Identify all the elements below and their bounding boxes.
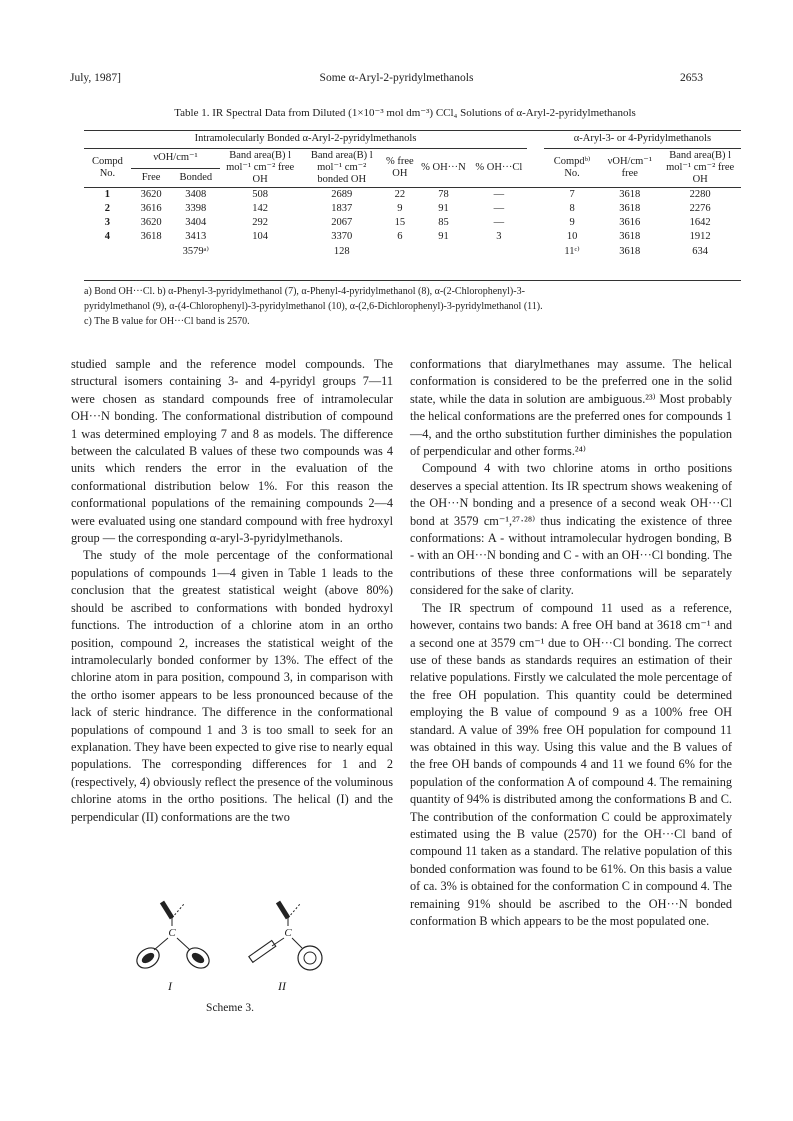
col-pct-oh-cl: % OH···Cl [475, 162, 523, 174]
table-cell-pn: 91 [438, 203, 449, 215]
left-text-column [71, 356, 393, 826]
table-cell-rb: 2276 [689, 203, 711, 215]
table-cell-bonded: 3413 [185, 231, 207, 243]
table-cell-pcl: — [493, 217, 505, 229]
running-header-title: Some α-Aryl-2-pyridylmethanols [319, 72, 474, 84]
carbon-label: C [284, 927, 292, 939]
table-cell-bfree: 104 [252, 231, 268, 243]
table-gap [527, 202, 544, 216]
carbon-label: C [168, 927, 176, 939]
table-row [84, 245, 741, 259]
table-cell-free: 3620 [131, 188, 172, 203]
col-bonded: Bonded [179, 171, 213, 183]
conformer-I [133, 902, 213, 972]
table-cell-pn: 91 [438, 231, 449, 243]
table-cell-pfree: 22 [383, 188, 416, 203]
scheme-caption: Scheme 3. [206, 1002, 254, 1014]
table-cell-free [131, 245, 172, 259]
table-cell-rno: 9 [569, 217, 575, 229]
table-cell-pfree: 15 [394, 217, 406, 229]
col-voh: νOH/cm⁻¹ [131, 149, 220, 169]
table-cell-no [84, 245, 131, 259]
table-cell-pn: 78 [416, 188, 470, 203]
table-cell-bonded: 3404 [185, 217, 207, 229]
table-cell-free: 3620 [140, 217, 162, 229]
table-cell-rno: 8 [569, 203, 575, 215]
table-cell-pfree: 9 [397, 203, 403, 215]
scheme-3-structures [120, 878, 340, 1018]
label-II: II [278, 979, 286, 993]
table-cell-pcl: — [493, 203, 505, 215]
table-cell-no: 4 [104, 231, 111, 243]
table-cell-pn [416, 245, 470, 259]
table-row [84, 188, 741, 203]
group-header-right: α-Aryl-3- or 4-Pyridylmethanols [544, 132, 741, 149]
table-cell-no: 2 [104, 203, 111, 215]
table-top-rule [84, 130, 741, 131]
label-I: I [168, 979, 172, 993]
table-gap [527, 188, 544, 203]
table-cell-bbonded: 128 [333, 245, 350, 257]
table-cell-free: 3616 [140, 203, 162, 215]
table-cell-pfree: 6 [397, 231, 403, 243]
paragraph: Compound 4 with two chlorine atoms in ortho positions deserves a special attention. Its IR spectrum shows weakening of the OH···N bonding and a presence of a second weak OH···Cl bond at 3579 cm⁻¹,²⁷·²⁸⁾ thus indicating the existence of three conformations: A - without intramolecular hydrogen bonding, B - with an OH···N bonding and C - with an OH···Cl bonding. The contributions of these three conformations will be separately considered for the sake of clarity. [410, 461, 732, 598]
table-cell-bbonded: 1837 [331, 203, 353, 215]
table-cell-pfree [383, 245, 416, 259]
table-cell-bonded: 3408 [171, 188, 220, 203]
table-cell-bfree [220, 245, 300, 259]
table-gap [527, 216, 544, 230]
paragraph: conformations that diarylmethanes may assume. The helical conformation is considered to be the preferred one in the solid state, while the data in solution are ambiguous.²³⁾ Most probably the helical conformations are the preferred ones for compounds 1—4, and the ortho substitution further diminishes the population of perpendicular and other forms.²⁴⁾ [410, 357, 732, 459]
table-cell-bbonded: 3370 [331, 231, 353, 243]
table-cell-no: 3 [104, 217, 111, 229]
col-band-right: Band area(B) l mol⁻¹ cm⁻² free OH [666, 150, 735, 186]
table-cell-pcl: 3 [496, 231, 502, 243]
table-cell-pcl: — [471, 188, 527, 203]
table-gap [527, 245, 544, 259]
table-cell-rb: 2280 [659, 188, 741, 203]
table-cell-rb: 634 [692, 245, 709, 257]
table-cell-no: 1 [84, 188, 131, 203]
col-compd-no: Compd No. [91, 156, 123, 180]
table-caption: Table 1. IR Spectral Data from Diluted (1×10⁻³ mol dm⁻³) CCl₄ Solutions of α-Aryl-2-pyridylmethanols [174, 107, 636, 119]
table-row [84, 216, 741, 230]
table-cell-rv: 3616 [619, 217, 641, 229]
table-cell-rv: 3618 [619, 203, 641, 215]
table-cell-rno: 10 [566, 231, 578, 243]
table-cell-bbonded: 2067 [331, 217, 353, 229]
col-band-bonded: Band area(B) l mol⁻¹ cm⁻² bonded OH [310, 150, 373, 186]
col-pct-oh-n: % OH···N [421, 162, 466, 174]
conformer-II [249, 902, 322, 970]
col-free: Free [141, 171, 161, 183]
table-cell-rno: 7 [544, 188, 601, 203]
col-pct-free: % free OH [386, 156, 414, 180]
footnote-line: c) The B value for OH···Cl band is 2570. [84, 316, 250, 327]
ir-data-table [84, 132, 741, 259]
col-compd-no-right: Compdᵇ⁾ No. [553, 156, 591, 180]
col-voh-free: νOH/cm⁻¹ free [607, 156, 652, 180]
table-footnotes [84, 284, 741, 329]
table-cell-bonded: 3398 [185, 203, 207, 215]
group-header-left: Intramolecularly Bonded α-Aryl-2-pyridylmethanols [84, 132, 527, 149]
table-cell-free: 3618 [140, 231, 162, 243]
table-cell-rv: 3618 [600, 188, 659, 203]
table-row [84, 230, 741, 244]
footnote-line: pyridylmethanol (9), α-(4-Chlorophenyl)-3-pyridylmethanol (10), α-(2,6-Dichlorophenyl)-3-pyridylmethanol (11). [84, 301, 543, 312]
running-header-date: July, 1987] [70, 72, 122, 84]
page-number: 2653 [680, 72, 703, 84]
col-band-free: Band area(B) l mol⁻¹ cm⁻² free OH [226, 150, 295, 186]
table-cell-pcl [471, 245, 527, 259]
paragraph: The IR spectrum of compound 11 used as a reference, however, contains two bands: A free OH band at 3618 cm⁻¹ and a second one at 3579 cm⁻¹ due to OH···Cl bonding. The correct use of these bands as standards requires an estimation of their relative populations. Firstly we calculated the mole percentage of the free OH population. This quantity could be determined employing the B value of compound 9 as a 100% free OH standard. A value of 39% free OH population for compound 11 was obtained in this way. Using this value and the B values of the free OH bands of compounds 4 and 11 we found 6% for the population of the conformation A of compound 4. The remaining quantity of 94% is distributed among the conformations B and C. The contribution of the conformation C could be approximately estimated using the B value (2570) for the OH···Cl band of compound 11 taken as a standard. The relative population of this bonded conformation was found to be 61%. On this basis a value of ca. 3% is obtained for the conformation C in compound 4. The remaining 91% should be ascribed to the OH···N bonded conformation B which appears to be the most populated one. [410, 600, 732, 928]
table-cell-bbonded: 2689 [300, 188, 383, 203]
table-gap [527, 230, 544, 244]
footnote-line: a) Bond OH···Cl. b) α-Phenyl-3-pyridylmethanol (7), α-Phenyl-4-pyridylmethanol (8), α-(2-Chlorophenyl)-3- [84, 286, 525, 297]
table-cell-pn: 85 [438, 217, 449, 229]
right-text-column [410, 356, 732, 930]
table-cell-rno: 11ᶜ⁾ [564, 245, 580, 257]
table-cell-bfree: 508 [220, 188, 300, 203]
table-cell-bfree: 142 [252, 203, 268, 215]
table-cell-rv: 3618 [619, 231, 641, 243]
table-cell-bfree: 292 [252, 217, 268, 229]
table-bottom-rule [84, 280, 741, 281]
paragraph: The study of the mole percentage of the conformational populations of compounds 1—4 given in Table 1 leads to the conclusion that the greatest statistical weight (above 80%) should be ascribed to conformations with bonded hydroxyl functions. The introduction of a chlorine atom in an ortho position, compound 2, increases the statistical weight of the intramolecularly bonded conformer by 13%. The effect of the chlorine atom in para position, compound 3, in comparison with the ortho isomer appears to be less pronounced because of the lack of steric hindrance. The difference in the conformational populations of compound 1 and 3 is too small to seek for an explanation. They have been expected to give rise to nearly equal populations. The corresponding differences for 1 and 2 (respectively, 4) obviously reflect the presence of the voluminous chlorine atoms in the ortho positions. The helical (I) and the perpendicular (II) conformations are the two [71, 548, 393, 824]
table-row [84, 202, 741, 216]
table-cell-rv: 3618 [619, 245, 641, 257]
paragraph: studied sample and the reference model compounds. The structural isomers containing 3- and 4-pyridyl groups 7—11 were chosen as standard compounds free of intramolecular OH···N bonding. The conformational distribution of compound 1 was determined employing 7 and 8 as models. The difference between the calculated B values of these two compounds was 4 units which renders the error in the evaluation of the conformational distribution below 1%. For this reason the conformational populations of the remaining compounds 2—4 were evaluated using one standard compound with free hydroxyl group — the corresponding α-aryl-3-pyridylmethanols. [71, 357, 393, 546]
table-cell-rb: 1642 [689, 217, 711, 229]
table-cell-bonded: 3579ᵃ⁾ [182, 245, 210, 257]
table-cell-rb: 1912 [689, 231, 711, 243]
